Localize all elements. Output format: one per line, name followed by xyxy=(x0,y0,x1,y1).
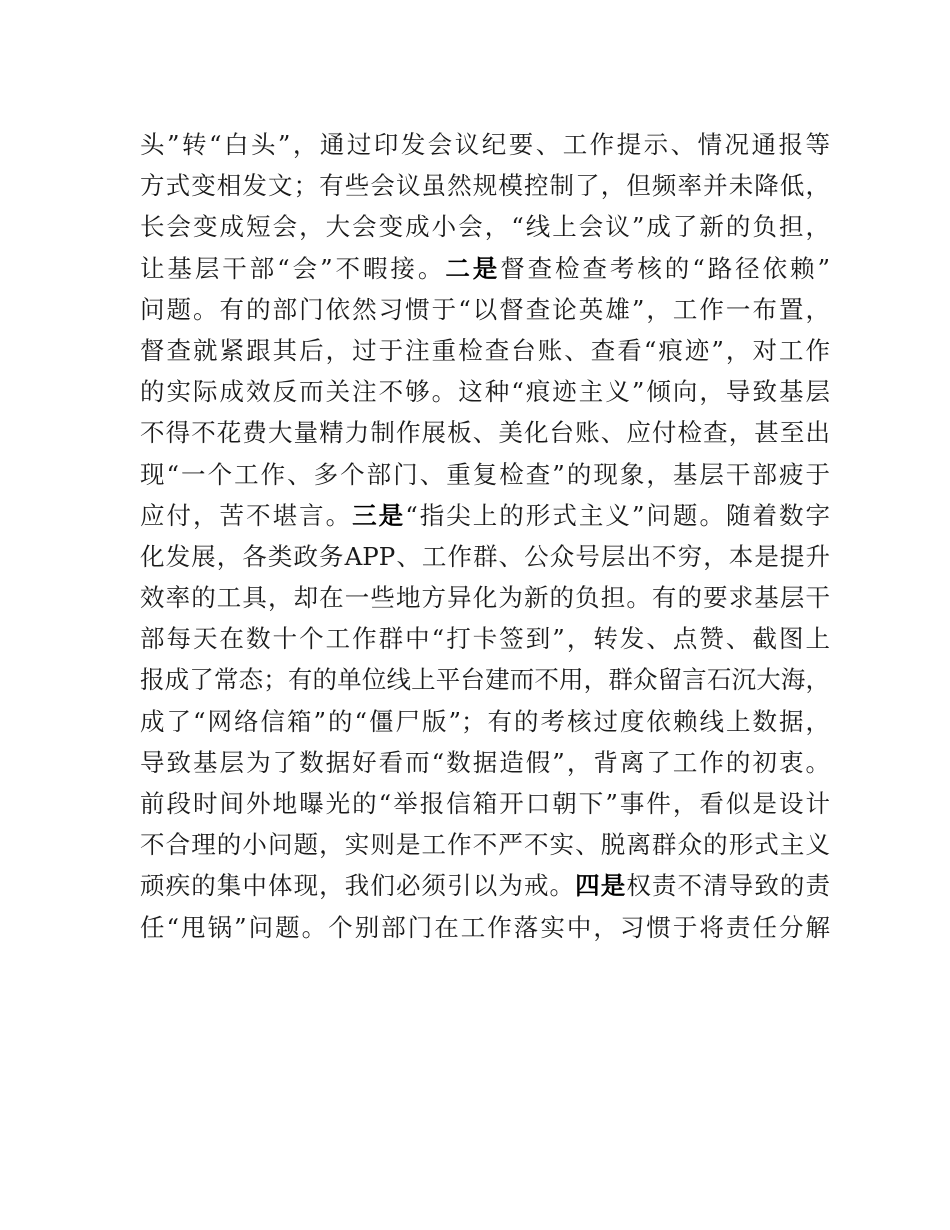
text-segment: 报成了常态；有的单位线上平台建而不用，群众留言石沉大海， xyxy=(140,665,830,695)
text-segment: 顽疾的集中体现，我们必须引以为戒。 xyxy=(140,871,576,901)
text-segment: 不合理的小问题，实则是工作不严不实、脱离群众的形式主义 xyxy=(140,830,830,860)
text-segment: 问题。有的部门依然习惯于“以督查论英雄”，工作一布置， xyxy=(140,294,830,324)
text-segment: 导致基层为了数据好看而“数据造假”，背离了工作的初衷。 xyxy=(140,747,830,777)
text-segment: 化发展，各类政务APP、工作群、公众号层出不穷，本是提升 xyxy=(140,541,830,571)
text-segment: “指尖上的形式主义”问题。随着数字 xyxy=(405,500,831,530)
bold-ordinal: 三是 xyxy=(352,500,406,530)
text-segment: 成了“网络信箱”的“僵尸版”；有的考核过度依赖线上数据， xyxy=(140,706,830,736)
text-line xyxy=(140,454,830,495)
text-line xyxy=(140,907,830,948)
text-line xyxy=(140,659,830,700)
text-line xyxy=(140,865,830,906)
text-segment: 前段时间外地曝光的“举报信箱开口朝下”事件，看似是设计 xyxy=(140,789,830,818)
text-line xyxy=(140,206,830,247)
text-segment: 头”转“白头”，通过印发会议纪要、工作提示、情况通报等 xyxy=(140,130,830,159)
text-segment: 督查检查考核的“路径依赖” xyxy=(500,253,830,283)
text-line xyxy=(140,783,830,824)
text-line xyxy=(140,701,830,742)
text-line xyxy=(140,495,830,536)
text-line xyxy=(140,742,830,783)
bold-ordinal: 二是 xyxy=(445,253,501,283)
text-segment: 权责不清导致的责 xyxy=(626,871,831,901)
text-line xyxy=(140,577,830,618)
text-segment: 不得不花费大量精力制作展板、美化台账、应付检查，甚至出 xyxy=(140,418,830,448)
text-line xyxy=(140,618,830,659)
text-segment: 让基层干部“会”不暇接。 xyxy=(140,253,446,283)
text-segment: 的实际成效反而关注不够。这种“痕迹主义”倾向，导致基层 xyxy=(140,377,830,407)
text-segment: 部每天在数十个工作群中“打卡签到”，转发、点赞、截图上 xyxy=(140,624,830,654)
body-text xyxy=(140,124,830,948)
text-line xyxy=(140,165,830,206)
text-segment: 应付，苦不堪言。 xyxy=(140,500,353,530)
text-segment: 任“甩锅”问题。个别部门在工作落实中，习惯于将责任分解 xyxy=(140,912,830,942)
bold-ordinal: 四是 xyxy=(575,871,627,901)
text-line xyxy=(140,248,830,289)
text-segment: 现“一个工作、多个部门、重复检查”的现象，基层干部疲于 xyxy=(140,459,830,489)
text-segment: 督查就紧跟其后，过于注重检查台账、查看“痕迹”，对工作 xyxy=(140,335,830,365)
text-segment: 长会变成短会，大会变成小会，“线上会议”成了新的负担， xyxy=(140,212,830,242)
text-segment: 效率的工具，却在一些地方异化为新的负担。有的要求基层干 xyxy=(140,583,830,613)
text-segment: 方式变相发文；有些会议虽然规模控制了，但频率并未降低， xyxy=(140,171,830,201)
text-line xyxy=(140,371,830,412)
text-line xyxy=(140,124,830,165)
text-line xyxy=(140,330,830,371)
text-line xyxy=(140,412,830,453)
text-line xyxy=(140,289,830,330)
text-line xyxy=(140,536,830,577)
text-line xyxy=(140,824,830,865)
